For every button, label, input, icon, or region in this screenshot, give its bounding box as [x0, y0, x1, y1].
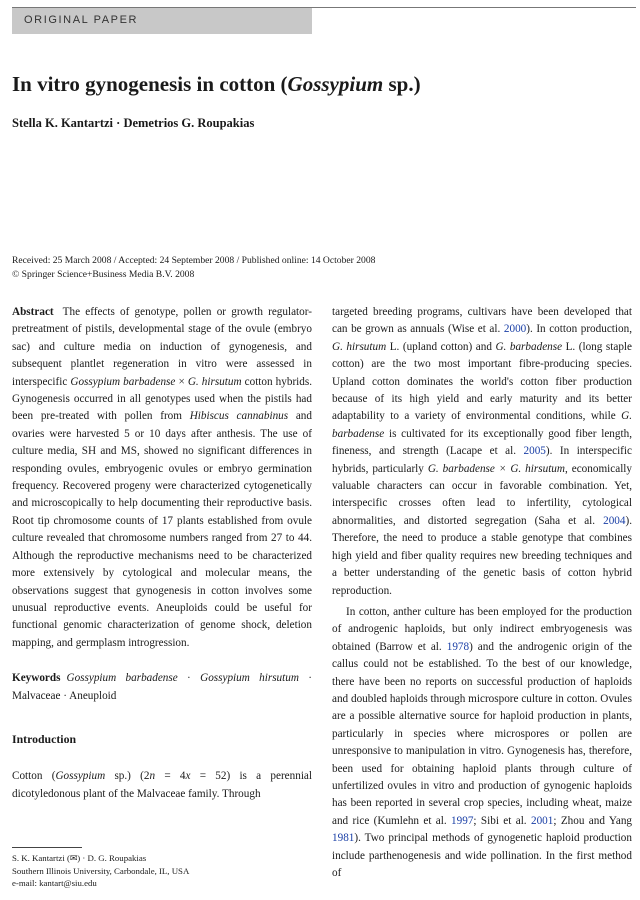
intro-text-b: sp.) (2: [105, 770, 150, 783]
rc-text: ). In cotton production,: [526, 323, 633, 336]
citation-link[interactable]: 1997: [451, 814, 474, 827]
citation-link[interactable]: 1981: [332, 832, 355, 845]
rc-species: G. barbadense × G. hirsutum: [427, 462, 565, 475]
intro-genus: Gossypium: [55, 770, 106, 783]
rc-text: L. (upland cotton) and: [386, 340, 496, 353]
footnote-authors: S. K. Kantartzi (✉) · D. G. Roupakias: [12, 853, 147, 863]
keywords: [12, 670, 312, 705]
abstract-cross-sign: ×: [175, 375, 188, 388]
intro-text-a: Cotton (: [12, 770, 56, 783]
paper-title: [12, 72, 622, 97]
rc-text: is cultivated for its exceptionally good fiber length, fineness, and strength (Lacape et al.: [332, 427, 632, 458]
rc-text: In cotton, anther culture has been employed for the production of androgenic haploids, but only indirect embryogenesis was obtained (Barrow et al.: [332, 605, 632, 653]
keyword-2: Gossypium hirsutum: [200, 672, 299, 685]
rc-text: ; Zhou and Yang: [553, 814, 633, 827]
copyright-line: © Springer Science+Business Media B.V. 2008: [12, 269, 195, 280]
citation-link[interactable]: 2001: [530, 814, 554, 827]
left-column: [12, 304, 312, 803]
keywords-rest: · Malvaceae · Aneuploid: [12, 672, 312, 702]
rc-text: , economically valuable characters can occur in favorable combination. Yet, interspecific crosses often lead to infertility, cytological abnormalities, and distorted segregation (Saha et al.: [332, 462, 633, 527]
citation-link[interactable]: 2004: [603, 514, 626, 527]
article-history: [12, 254, 622, 282]
citation-link[interactable]: 2000: [503, 323, 527, 336]
author-list: Stella K. Kantartzi · Demetrios G. Roupakias: [12, 116, 255, 130]
abstract-heading: Abstract: [12, 306, 54, 318]
abstract-text-3: and ovaries were harvested 5 or 10 days after anthesis. The use of culture media, SH and MS, showed no significant differences in responding ovules, embryogenic ovules or embryo germination frequency. Recovered progeny were characterized cytogenetically and microscopically to help documenting their reproductive basis. Root tip chromosome counts of 17 plants established from ovule culture revealed that chromosome numbers ranged from 27 to 44. Although the reproductive mechanisms need to be characterized more extensively by cytological and molecular means, the observations suggest that gynogenesis in cotton involves some unusual reproductive events. Aneuploids could be useful for functional genomic characterization of genome shock, deletion mapping, and germplasm introgression.: [12, 410, 312, 649]
rc-species: G. barbadense: [332, 410, 632, 440]
footnote-email[interactable]: e-mail: kantart@siu.edu: [12, 878, 97, 889]
rc-species: G. barbadense: [495, 340, 563, 353]
rc-text: L. (long staple cotton) are the two most important fibre-producing species. Upland cotton dominates the world's cotton fiber production because of its high yield and early maturity and its better adaptability to a variety of environmental conditions, while: [332, 340, 632, 423]
title-suffix: sp.): [383, 72, 421, 96]
abstract: [12, 304, 312, 652]
rc-text: ) and the androgenic origin of the callus could not be established. To the best of our knowledge, there have been no reports on successful production of haploids and doubled haploids through microspore culture in cotton. Ovules are a possible alternative source for haploid production in plants, particularly in species where microspores or pollen are unresponsive to manipulation in vitro. Gynogenesis has, therefore, been used for obtaining haploid plants through culture of unfertilized ovules in vitro and production of gynogenic haploids has been reported in several crop species, including wheat, maize and rice (Kumlehn et al.: [332, 640, 632, 827]
intro-var-x: x: [185, 770, 191, 783]
footnote-affiliation: Southern Illinois University, Carbondale, IL, USA: [12, 865, 190, 876]
intro-var-n: n: [149, 770, 156, 783]
rc-text: targeted breeding programs, cultivars have been developed that can be grown as annuals (Wise et al.: [332, 306, 632, 336]
keyword-1: Gossypium barbadense: [66, 672, 178, 685]
introduction-paragraph: [12, 768, 312, 803]
title-prefix: In vitro gynogenesis in cotton (: [12, 72, 288, 96]
author-footnote: [12, 852, 312, 890]
intro-text-c: = 4: [155, 770, 186, 783]
footnote-rule: [12, 847, 82, 848]
abstract-text-2: cotton hybrids. Gynogenesis occurred in all genotypes used when the pistils had been pre-treated with pollen from: [12, 375, 313, 423]
right-column: [332, 304, 632, 882]
article-type-banner: ORIGINAL PAPER: [12, 8, 312, 34]
citation-link[interactable]: 1978: [446, 640, 470, 653]
keywords-heading: Keywords: [12, 672, 61, 685]
abstract-species-1: Gossypium barbadense: [70, 375, 176, 388]
keyword-separator: ·: [177, 672, 201, 685]
rc-text: ). Therefore, the need to produce a stable genotype that combines high yield and fiber quality requires new breeding techniques and a better understanding of the genetic basis of cotton hybrid reproduction.: [332, 514, 632, 597]
abstract-species-3: Hibiscus cannabinus: [189, 410, 289, 423]
abstract-text-1: The effects of genotype, pollen or growth regulator-pretreatment of pistils, developmental stage of the ovule (embryo sac) and culture media on induction of gynogenesis, and subsequent plantlet regeneration in vitro were assessed in interspecific: [12, 306, 312, 388]
rc-species: G. hirsutum: [332, 340, 387, 353]
rc-text: ; Sibi et al.: [473, 814, 531, 827]
citation-link[interactable]: 2005: [523, 445, 546, 458]
introduction-heading: Introduction: [12, 731, 77, 746]
right-paragraph-1: [332, 304, 632, 600]
rc-text: ). Two principal methods of gynogenetic haploid production include parthenogenesis and wide pollination. In the first method of: [332, 832, 632, 879]
publication-dates: Received: 25 March 2008 / Accepted: 24 September 2008 / Published online: 14 October 2008: [12, 255, 376, 266]
abstract-species-2: G. hirsutum: [187, 375, 242, 388]
title-genus: Gossypium: [287, 72, 384, 96]
right-paragraph-2: [332, 604, 632, 883]
intro-text-d: = 52) is a perennial dicotyledonous plant of the Malvaceae family. Through: [12, 770, 313, 800]
rc-text: ). In interspecific hybrids, particularly: [332, 445, 632, 475]
